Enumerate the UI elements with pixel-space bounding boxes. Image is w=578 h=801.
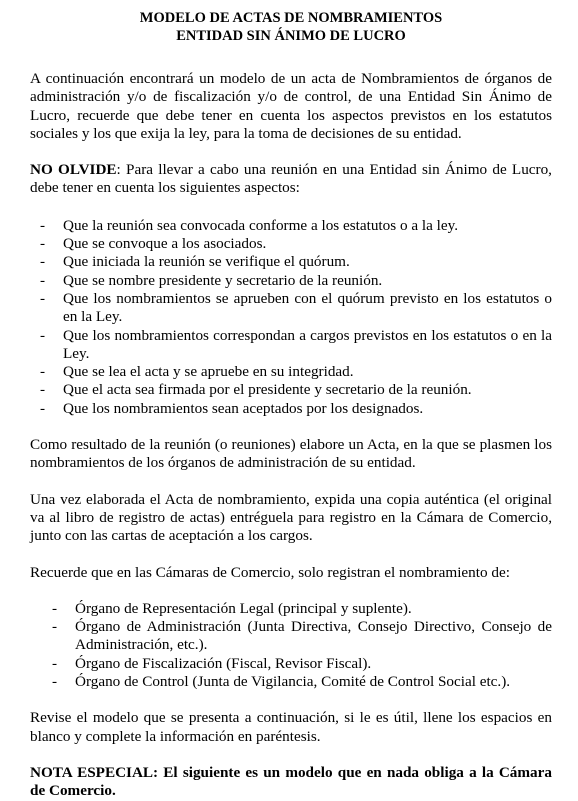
dash-bullet: -	[40, 399, 46, 417]
list-item	[30, 235, 552, 253]
revise-paragraph: Revise el modelo que se presenta a continuación, si le es útil, llene los espacios en blanco y complete la información en paréntesis.	[30, 709, 552, 745]
list-item	[30, 272, 552, 290]
resultado-paragraph: Como resultado de la reunión (o reuniones) elabore un Acta, en la que se plasmen los nombramientos de los órganos de administración de su entidad.	[30, 436, 552, 472]
list-item-text: Órgano de Fiscalización (Fiscal, Revisor Fiscal).	[75, 654, 372, 672]
dash-bullet: -	[52, 673, 58, 691]
dash-bullet: -	[40, 289, 46, 307]
list-item	[30, 253, 552, 271]
list-item-text: Órgano de Control (Junta de Vigilancia, Comité de Control Social etc.).	[75, 673, 511, 691]
list-item-text: Que los nombramientos correspondan a cargos previstos en los estatutos o en la Ley.	[63, 326, 552, 362]
elaborada-paragraph: Una vez elaborada el Acta de nombramiento, expida una copia auténtica (el original va al libro de registro de actas) entréguela para registro en la Cámara de Comercio, junto con las cartas de aceptación a los cargos.	[30, 490, 552, 545]
list-item	[30, 290, 552, 327]
list-item-text: Que se convoque a los asociados.	[63, 235, 267, 253]
title-line-1: MODELO DE ACTAS DE NOMBRAMIENTOS	[139, 10, 443, 26]
list-item	[30, 381, 552, 399]
dash-bullet: -	[40, 216, 46, 234]
dash-bullet: -	[40, 381, 46, 399]
title-line-2: ENTIDAD SIN ÁNIMO DE LUCRO	[176, 28, 406, 44]
organos-list	[30, 600, 552, 691]
recuerde-paragraph: Recuerde que en las Cámaras de Comercio, solo registran el nombramiento de:	[30, 563, 510, 581]
list-item	[30, 217, 552, 235]
dash-bullet: -	[52, 654, 58, 672]
document-page	[30, 0, 552, 801]
list-item-text: Que la reunión sea convocada conforme a los estatutos o a la ley.	[63, 216, 459, 234]
list-item-text: Que los nombramientos sean aceptados por los designados.	[63, 399, 424, 417]
dash-bullet: -	[52, 618, 58, 636]
list-item	[30, 673, 552, 691]
no-olvide-text: : Para llevar a cabo una reunión en una Entidad sin Ánimo de Lucro, debe tener en cuenta los siguientes aspectos:	[30, 161, 552, 197]
list-item-text: Órgano de Representación Legal (principal y suplente).	[75, 599, 412, 617]
list-item-text: Que se nombre presidente y secretario de la reunión.	[63, 271, 383, 289]
dash-bullet: -	[40, 253, 46, 271]
nota-especial-paragraph: NOTA ESPECIAL: El siguiente es un modelo que en nada obliga a la Cámara de Comercio.	[30, 763, 552, 800]
dash-bullet: -	[40, 326, 46, 344]
dash-bullet: -	[40, 235, 46, 253]
no-olvide-paragraph	[30, 161, 552, 198]
list-item	[30, 400, 552, 418]
document-title	[30, 9, 552, 45]
dash-bullet: -	[52, 599, 58, 617]
no-olvide-label: NO OLVIDE	[30, 161, 117, 179]
aspects-list	[30, 217, 552, 418]
list-item	[30, 363, 552, 381]
list-item	[30, 618, 552, 655]
list-item-text: Órgano de Administración (Junta Directiva, Consejo Directivo, Consejo de Administración, etc.).	[75, 618, 552, 654]
list-item	[30, 600, 552, 618]
intro-paragraph: A continuación encontrará un modelo de un acta de Nombramientos de órganos de administración y/o de fiscalización y/o de control, de una Entidad Sin Ánimo de Lucro, recuerde que debe tener en cuenta los aspectos previstos en los estatutos sociales y los que exija la ley, para la toma de decisiones de su entidad.	[30, 70, 552, 142]
dash-bullet: -	[40, 271, 46, 289]
list-item	[30, 655, 552, 673]
list-item-text: Que iniciada la reunión se verifique el quórum.	[63, 253, 350, 271]
dash-bullet: -	[40, 363, 46, 381]
list-item	[30, 327, 552, 364]
list-item-text: Que los nombramientos se aprueben con el quórum previsto en los estatutos o en la Ley.	[63, 289, 552, 326]
list-item-text: Que el acta sea firmada por el presidente y secretario de la reunión.	[63, 381, 472, 399]
list-item-text: Que se lea el acta y se apruebe en su integridad.	[63, 363, 354, 381]
